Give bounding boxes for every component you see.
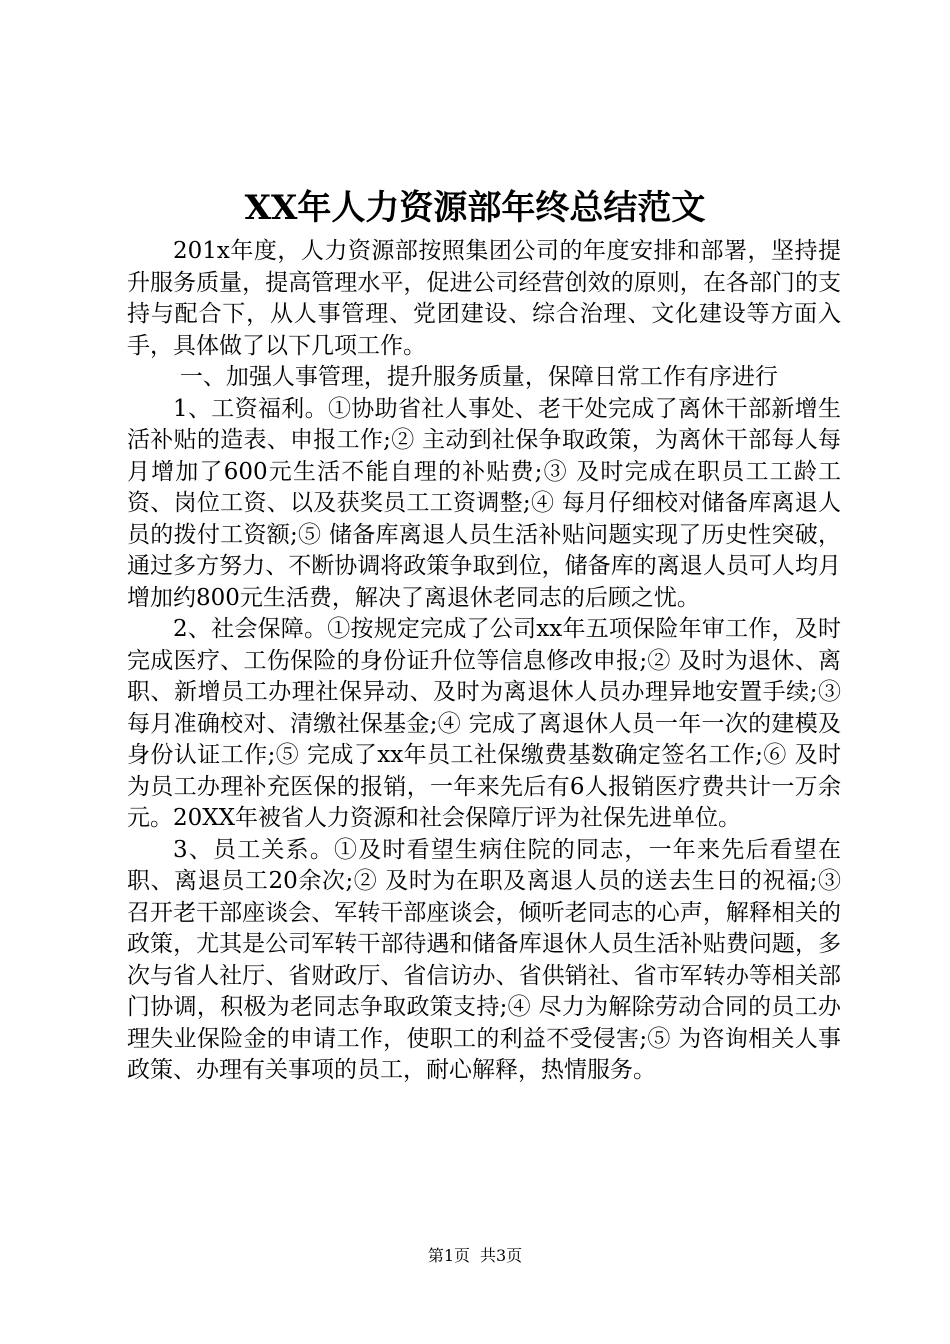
document-body: [127, 236, 841, 1087]
document-title: XX年人力资源部年终总结范文: [244, 188, 706, 228]
page-footer: [0, 1246, 950, 1266]
page-total: 共3页: [480, 1246, 523, 1265]
paragraph-wages-benefits: 1、工资福利。①协助省社人事处、老干处完成了离休干部新增生活补贴的造表、申报工作;② 主动到社保争取政策，为离休干部每人每月增加了600元生活不能自理的补贴费;③ 及时完成在职员工工龄工资、岗位工资、以及获奖员工工资调整;④ 每月仔细校对储备库离退人员的拨付工资额;⑤ 储备库离退人员生活补贴问题实现了历史性突破，通过多方努力、不断协调将政策争取到位，储备库的离退人员可人均月增加约800元生活费，解决了离退休老同志的后顾之忧。: [127, 395, 841, 611]
page-number: 第1页: [427, 1246, 470, 1265]
section-heading: 一、加强人事管理，提升服务质量，保障日常工作有序进行: [179, 364, 778, 390]
paragraph-employee-relations: 3、员工关系。①及时看望生病住院的同志，一年来先后看望在职、离退员工20余次;② 及时为在职及离退人员的送去生日的祝福;③ 召开老干部座谈会、军转干部座谈会，倾听老同志的心声，解释相关的政策，尤其是公司军转干部待遇和储备库退休人员生活补贴费问题，多次与省人社厅、省财政厅、省信访办、省供销社、省市军转办等相关部门协调，积极为老同志争取政策支持;④ 尽力为解除劳动合同的员工办理失业保险金的申请工作，使职工的利益不受侵害;⑤ 为咨询相关人事政策、办理有关事项的员工，耐心解释，热情服务。: [127, 836, 841, 1083]
intro-paragraph: 201x年度，人力资源部按照集团公司的年度安排和部署，坚持提升服务质量，提高管理水平，促进公司经营创效的原则，在各部门的支持与配合下，从人事管理、党团建设、综合治理、文化建设等方面入手，具体做了以下几项工作。: [127, 238, 841, 359]
paragraph-social-security: 2、社会保障。①按规定完成了公司xx年五项保险年审工作，及时完成医疗、工伤保险的身份证升位等信息修改申报;② 及时为退休、离职、新增员工办理社保异动、及时为离退休人员办理异地安置手续;③ 每月准确校对、清缴社保基金;④ 完成了离退休人员一年一次的建模及身份认证工作;⑤ 完成了xx年员工社保缴费基数确定签名工作;⑥ 及时为员工办理补充医保的报销，一年来先后有6人报销医疗费共计一万余元。20XX年被省人力资源和社会保障厅评为社保先进单位。: [127, 616, 841, 831]
